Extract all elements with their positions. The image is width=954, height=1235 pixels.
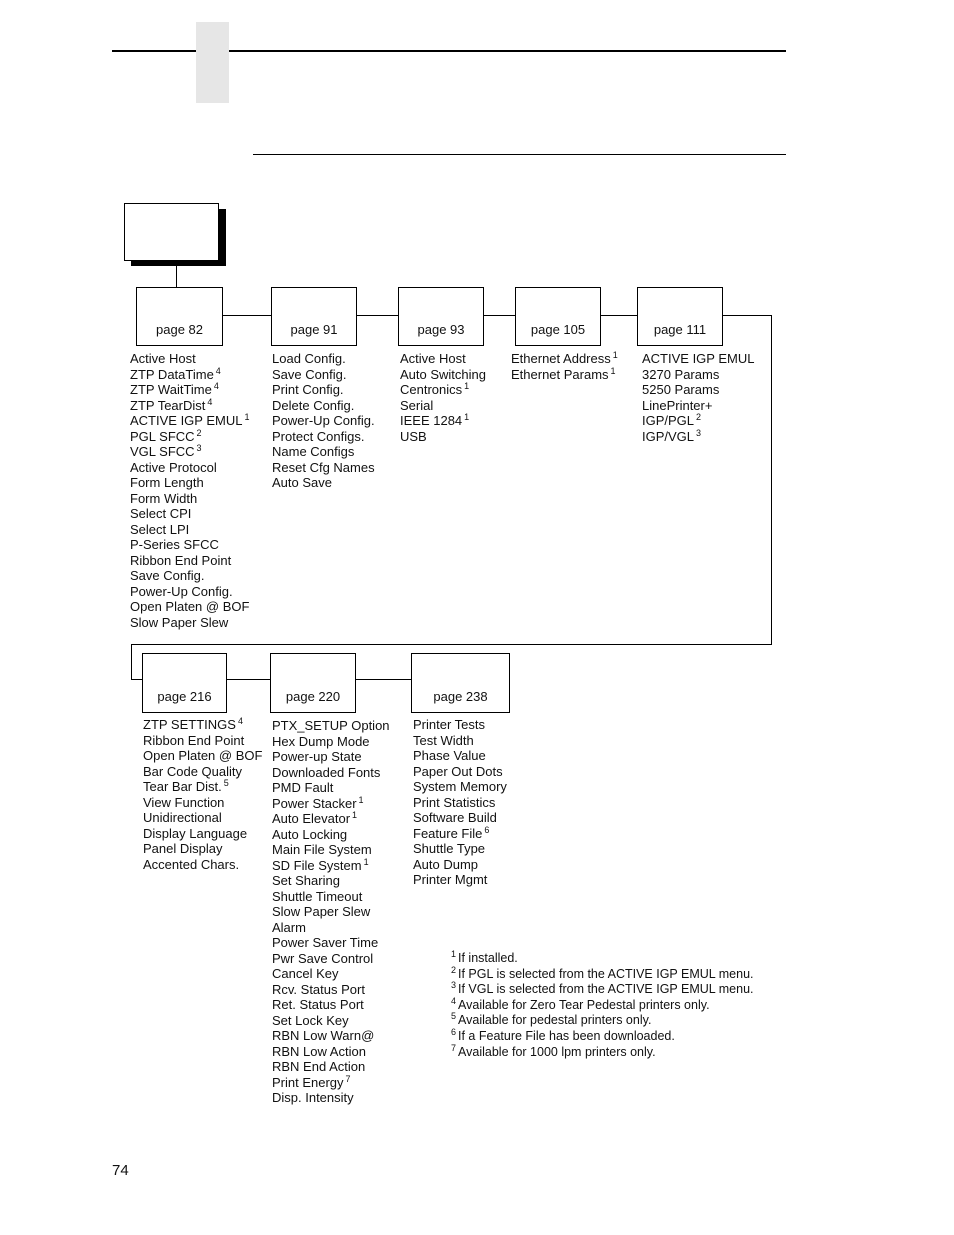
menu-item xyxy=(130,475,249,491)
menu-item xyxy=(272,1044,390,1060)
menu-item xyxy=(272,475,375,491)
page-reference: page 111 xyxy=(653,322,707,337)
menu-item xyxy=(143,826,262,842)
connector-line xyxy=(722,315,771,316)
menu-item-label: Active Host xyxy=(130,351,196,366)
menu-item-label: Name Configs xyxy=(272,444,355,459)
wrap-connector xyxy=(131,644,132,680)
menu-item-label: IGP/VGL xyxy=(642,428,695,444)
footnote-marker: 1 xyxy=(612,350,618,360)
menu-item-label: P-Series SFCC xyxy=(130,537,219,552)
menu-item-label: PGL SFCC xyxy=(130,428,195,444)
menu-item xyxy=(130,429,249,445)
menu-item xyxy=(143,748,262,764)
menu-item-label: Ret. Status Port xyxy=(272,997,364,1012)
footnote-number: 7 xyxy=(451,1042,457,1053)
page-box xyxy=(136,287,223,346)
menu-item xyxy=(130,522,249,538)
menu-item-label: PTX_SETUP Option xyxy=(272,718,390,733)
menu-item xyxy=(272,765,390,781)
root-connector xyxy=(176,266,177,287)
menu-item-label: Save Config. xyxy=(272,366,347,382)
menu-item xyxy=(400,429,486,445)
menu-item xyxy=(130,491,249,507)
menu-item xyxy=(413,857,507,873)
menu-item xyxy=(642,398,754,414)
menu-item xyxy=(642,367,754,383)
menu-item xyxy=(143,717,262,733)
menu-item xyxy=(413,795,507,811)
menu-item-label: Power-up State xyxy=(272,749,362,764)
menu-item-label: Set Lock Key xyxy=(272,1012,349,1028)
menu-item-label: Print Energy xyxy=(272,1074,344,1090)
menu-item xyxy=(130,460,249,476)
footnote-number: 5 xyxy=(451,1011,457,1022)
menu-item xyxy=(143,810,262,826)
menu-item-label: Shuttle Timeout xyxy=(272,888,363,904)
menu-item xyxy=(272,951,390,967)
menu-list xyxy=(642,351,754,444)
menu-item-label: SD File System xyxy=(272,857,362,873)
menu-item-label: Open Platen @ BOF xyxy=(143,748,263,763)
menu-item xyxy=(272,398,375,414)
menu-item-label: Software Build xyxy=(413,810,497,825)
footnote-number: 1 xyxy=(451,949,457,959)
connector-line xyxy=(356,315,399,316)
menu-item-label: Power Stacker xyxy=(272,795,357,811)
menu-item-label: Phase Value xyxy=(413,748,486,763)
menu-item xyxy=(272,982,390,998)
root-menu-box xyxy=(124,203,219,261)
footnote-marker: 4 xyxy=(237,716,243,726)
wrap-connector xyxy=(771,315,772,644)
menu-item-label: Bar Code Quality xyxy=(143,763,242,779)
menu-item-label: Open Platen @ BOF xyxy=(130,599,250,614)
page-box xyxy=(411,653,510,713)
page-box xyxy=(142,653,227,713)
menu-item xyxy=(130,506,249,522)
menu-item-label: USB xyxy=(400,428,427,444)
menu-item xyxy=(272,997,390,1013)
menu-item xyxy=(272,827,390,843)
menu-item xyxy=(130,537,249,553)
footnote-marker: 1 xyxy=(244,412,250,422)
menu-item-label: RBN Low Warn@ xyxy=(272,1028,375,1043)
menu-item-label: Load Config. xyxy=(272,351,346,366)
footnote xyxy=(451,951,754,967)
footnote-marker: 1 xyxy=(610,365,616,376)
menu-item xyxy=(642,351,754,367)
menu-item-label: Feature File xyxy=(413,825,483,841)
footnote xyxy=(451,964,754,983)
menu-item xyxy=(272,1028,390,1044)
footnote-number: 2 xyxy=(451,964,457,975)
page-reference: page 238 xyxy=(433,689,488,704)
footnote-text: If PGL is selected from the ACTIVE IGP EMUL menu. xyxy=(458,966,754,981)
footnote-marker: 4 xyxy=(215,365,221,376)
footnote-text: Available for Zero Tear Pedestal printers only. xyxy=(458,997,710,1012)
menu-item xyxy=(272,444,375,460)
menu-item-label: Delete Config. xyxy=(272,397,355,413)
menu-item-label: Save Config. xyxy=(130,568,205,583)
menu-item xyxy=(272,842,390,858)
menu-item xyxy=(272,796,390,812)
menu-item xyxy=(272,734,390,750)
menu-item-label: Display Language xyxy=(143,825,248,841)
menu-item xyxy=(272,1075,390,1091)
menu-list xyxy=(272,351,375,491)
menu-item xyxy=(272,873,390,889)
footnote-marker: 2 xyxy=(696,412,702,422)
connector-line xyxy=(600,315,638,316)
footnote-marker: 6 xyxy=(484,824,490,835)
menu-item-label: Auto Dump xyxy=(413,856,479,872)
menu-list xyxy=(130,351,249,630)
footnote-marker: 1 xyxy=(363,856,369,867)
menu-item xyxy=(413,841,507,857)
menu-item-label: Cancel Key xyxy=(272,966,339,981)
menu-item xyxy=(130,599,249,615)
menu-item-label: ZTP SETTINGS xyxy=(143,717,236,732)
menu-item xyxy=(511,351,618,367)
menu-item xyxy=(272,780,390,796)
menu-item xyxy=(400,382,486,398)
menu-item-label: ACTIVE IGP EMUL xyxy=(642,351,755,366)
menu-list xyxy=(413,717,507,888)
page-number: 74 xyxy=(112,1162,129,1179)
menu-item-label: PMD Fault xyxy=(272,780,334,795)
menu-item xyxy=(413,764,507,780)
page-reference: page 105 xyxy=(530,322,586,337)
footnote-text: Available for 1000 lpm printers only. xyxy=(458,1044,656,1059)
menu-item-label: Alarm xyxy=(272,919,306,935)
footnote-number: 6 xyxy=(451,1026,457,1037)
menu-item-label: ZTP WaitTime xyxy=(130,382,212,397)
menu-item-label: Active Protocol xyxy=(130,459,217,475)
connector-line xyxy=(355,679,412,680)
menu-list xyxy=(511,351,618,382)
footnote-number: 4 xyxy=(451,995,457,1006)
menu-item-label: Select LPI xyxy=(130,521,190,537)
footnote xyxy=(451,1026,754,1045)
menu-item xyxy=(143,795,262,811)
menu-item-label: ZTP DataTime xyxy=(130,366,214,382)
menu-item-label: Test Width xyxy=(413,732,474,748)
footnote xyxy=(451,982,754,998)
page-box xyxy=(398,287,484,346)
menu-item-label: Tear Bar Dist. xyxy=(143,779,222,794)
menu-item xyxy=(400,351,486,367)
chapter-tab xyxy=(196,22,229,103)
menu-item xyxy=(413,733,507,749)
footnote-marker: 1 xyxy=(464,412,470,422)
menu-item-label: Hex Dump Mode xyxy=(272,733,370,749)
menu-item-label: ZTP TearDist xyxy=(130,397,206,413)
menu-item xyxy=(272,718,390,734)
title-rule xyxy=(253,154,786,155)
menu-item-label: RBN Low Action xyxy=(272,1043,366,1059)
menu-list xyxy=(272,718,390,1106)
menu-item-label: ACTIVE IGP EMUL xyxy=(130,413,243,428)
menu-item-label: 5250 Params xyxy=(642,382,720,397)
menu-item-label: Print Config. xyxy=(272,382,344,397)
menu-item-label: Form Width xyxy=(130,490,198,506)
footnote-marker: 2 xyxy=(196,427,202,438)
menu-item-label: Print Statistics xyxy=(413,794,496,810)
footnote-marker: 7 xyxy=(345,1073,351,1084)
menu-item xyxy=(272,889,390,905)
page-box xyxy=(515,287,601,346)
menu-item xyxy=(130,382,249,398)
menu-item-label: Ethernet Address xyxy=(511,351,611,366)
menu-item xyxy=(511,367,618,383)
menu-item-label: Printer Tests xyxy=(413,717,486,732)
page-reference: page 220 xyxy=(285,689,341,704)
menu-item-label: IEEE 1284 xyxy=(400,413,463,428)
menu-item xyxy=(143,733,262,749)
menu-item xyxy=(130,351,249,367)
page-box xyxy=(270,653,356,713)
menu-item-label: RBN End Action xyxy=(272,1059,366,1074)
menu-item xyxy=(130,413,249,429)
footnote-number: 3 xyxy=(451,980,457,991)
menu-item-label: Panel Display xyxy=(143,841,223,856)
menu-item xyxy=(272,382,375,398)
menu-item-label: Ethernet Params xyxy=(511,366,609,382)
page-box xyxy=(271,287,357,346)
footnote-marker: 3 xyxy=(696,427,702,438)
menu-item xyxy=(272,966,390,982)
page-reference: page 93 xyxy=(417,322,465,337)
menu-item-label: System Memory xyxy=(413,779,507,794)
menu-item xyxy=(642,429,754,445)
menu-item xyxy=(272,1059,390,1075)
menu-item-label: Ribbon End Point xyxy=(143,732,245,748)
menu-item xyxy=(413,872,507,888)
footnote xyxy=(451,1013,754,1029)
menu-item-label: Power Saver Time xyxy=(272,935,379,950)
menu-item xyxy=(272,920,390,936)
menu-item xyxy=(413,748,507,764)
footnote-marker: 1 xyxy=(464,381,470,391)
page-reference: page 91 xyxy=(290,322,338,337)
footnote-text: If installed. xyxy=(458,951,518,965)
menu-item xyxy=(130,444,249,460)
menu-item-label: LinePrinter+ xyxy=(642,397,713,413)
menu-item-label: Form Length xyxy=(130,475,204,490)
wrap-connector xyxy=(131,679,142,680)
page-reference: page 82 xyxy=(156,322,203,337)
footnote xyxy=(451,995,754,1014)
footnote-marker: 1 xyxy=(352,810,358,820)
menu-item xyxy=(272,1013,390,1029)
menu-item xyxy=(143,841,262,857)
menu-item-label: VGL SFCC xyxy=(130,444,195,459)
menu-item-label: Power-Up Config. xyxy=(130,583,233,599)
menu-item xyxy=(400,398,486,414)
footnote-marker: 5 xyxy=(223,778,229,788)
menu-item xyxy=(143,857,262,873)
connector-line xyxy=(226,679,271,680)
menu-item xyxy=(143,779,262,795)
menu-item xyxy=(413,779,507,795)
menu-item-label: Auto Elevator xyxy=(272,811,351,826)
page-box xyxy=(637,287,723,346)
menu-item-label: Shuttle Type xyxy=(413,841,486,856)
menu-item-label: Pwr Save Control xyxy=(272,950,374,966)
menu-item-label: Slow Paper Slew xyxy=(130,614,229,630)
menu-item xyxy=(272,413,375,429)
footnote-text: If VGL is selected from the ACTIVE IGP EMUL menu. xyxy=(458,982,754,997)
menu-item xyxy=(130,568,249,584)
menu-item xyxy=(413,826,507,842)
menu-item-label: Downloaded Fonts xyxy=(272,764,381,780)
menu-item xyxy=(272,904,390,920)
menu-item-label: Protect Configs. xyxy=(272,428,365,444)
menu-item xyxy=(642,413,754,429)
connector-line xyxy=(483,315,516,316)
menu-item-label: Ribbon End Point xyxy=(130,552,232,568)
menu-item xyxy=(272,749,390,765)
menu-item-label: Serial xyxy=(400,397,434,413)
menu-item-label: Auto Switching xyxy=(400,366,486,382)
menu-item xyxy=(272,935,390,951)
menu-item-label: Main File System xyxy=(272,842,372,857)
menu-item xyxy=(272,811,390,827)
menu-item-label: Slow Paper Slew xyxy=(272,904,371,919)
menu-item xyxy=(272,429,375,445)
footnote-marker: 3 xyxy=(196,443,202,453)
menu-item-label: Set Sharing xyxy=(272,873,340,888)
footnote-text: If a Feature File has been downloaded. xyxy=(458,1028,675,1043)
menu-item xyxy=(130,584,249,600)
menu-item xyxy=(413,717,507,733)
menu-item xyxy=(130,553,249,569)
menu-item xyxy=(272,367,375,383)
menu-list xyxy=(143,717,262,872)
menu-item-label: Active Host xyxy=(400,351,466,366)
menu-item-label: Auto Save xyxy=(272,475,332,490)
menu-item-label: View Function xyxy=(143,794,225,810)
footnote-text: Available for pedestal printers only. xyxy=(458,1013,652,1028)
menu-item xyxy=(130,398,249,414)
menu-item xyxy=(272,460,375,476)
menu-item-label: Disp. Intensity xyxy=(272,1090,354,1105)
menu-item-label: IGP/PGL xyxy=(642,413,695,428)
menu-item-label: Printer Mgmt xyxy=(413,872,488,887)
menu-item xyxy=(272,351,375,367)
menu-item xyxy=(143,764,262,780)
menu-item xyxy=(272,858,390,874)
footnote-marker: 1 xyxy=(358,794,364,805)
menu-item xyxy=(400,367,486,383)
menu-item xyxy=(400,413,486,429)
menu-item-label: Auto Locking xyxy=(272,826,348,842)
menu-item xyxy=(413,810,507,826)
menu-list xyxy=(400,351,486,444)
menu-item-label: Paper Out Dots xyxy=(413,763,503,779)
menu-item-label: Rcv. Status Port xyxy=(272,981,365,997)
footnote xyxy=(451,1042,754,1061)
menu-item xyxy=(130,615,249,631)
connector-line xyxy=(222,315,272,316)
footnote-marker: 4 xyxy=(207,396,213,407)
menu-item-label: Select CPI xyxy=(130,506,192,521)
menu-item xyxy=(272,1090,390,1106)
menu-item xyxy=(642,382,754,398)
menu-item xyxy=(130,367,249,383)
menu-item-label: Unidirectional xyxy=(143,810,222,825)
menu-item-label: 3270 Params xyxy=(642,366,720,382)
menu-item-label: Centronics xyxy=(400,382,463,397)
footnotes xyxy=(451,951,754,1060)
menu-item-label: Power-Up Config. xyxy=(272,413,375,428)
page-reference: page 216 xyxy=(157,689,212,704)
wrap-connector xyxy=(131,644,772,645)
menu-item-label: Reset Cfg Names xyxy=(272,459,375,475)
menu-item-label: Accented Chars. xyxy=(143,856,240,872)
footnote-marker: 4 xyxy=(213,381,219,391)
